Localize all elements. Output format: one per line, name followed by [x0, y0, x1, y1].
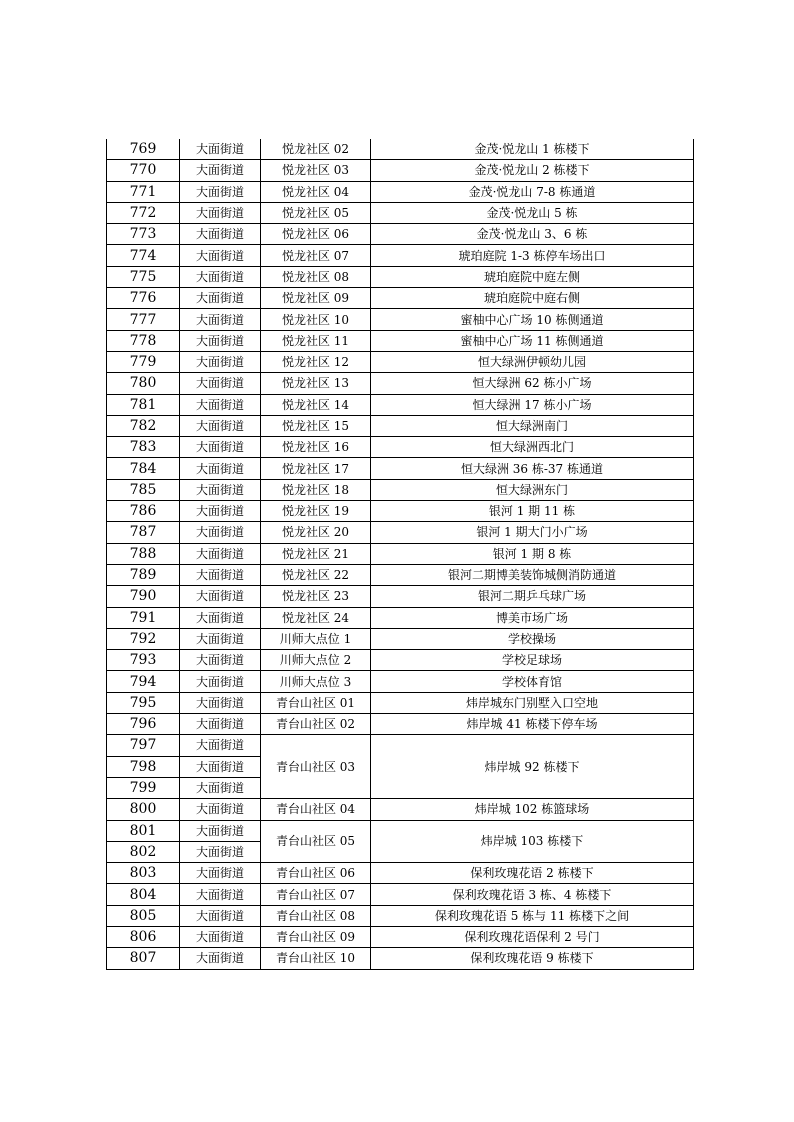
street-cell: 大面街道 — [180, 905, 261, 926]
row-number: 781 — [107, 394, 180, 415]
community-cell: 悦龙社区 04 — [261, 181, 371, 202]
community-cell: 悦龙社区 07 — [261, 245, 371, 266]
community-cell: 青台山社区 01 — [261, 692, 371, 713]
table-row — [107, 160, 694, 181]
community-cell: 悦龙社区 18 — [261, 479, 371, 500]
row-number: 798 — [107, 756, 180, 777]
table-row — [107, 394, 694, 415]
location-cell: 恒大绿洲南门 — [371, 415, 694, 436]
street-cell: 大面街道 — [180, 543, 261, 564]
table-row — [107, 650, 694, 671]
row-number: 785 — [107, 479, 180, 500]
street-cell: 大面街道 — [180, 394, 261, 415]
street-cell: 大面街道 — [180, 245, 261, 266]
location-table — [106, 139, 694, 970]
street-cell: 大面街道 — [180, 777, 261, 798]
community-cell: 悦龙社区 08 — [261, 266, 371, 287]
street-cell: 大面街道 — [180, 650, 261, 671]
street-cell: 大面街道 — [180, 756, 261, 777]
community-cell: 悦龙社区 24 — [261, 607, 371, 628]
row-number: 773 — [107, 224, 180, 245]
community-cell: 青台山社区 06 — [261, 863, 371, 884]
table-row — [107, 820, 694, 841]
row-number: 780 — [107, 373, 180, 394]
community-cell: 青台山社区 02 — [261, 714, 371, 735]
row-number: 784 — [107, 458, 180, 479]
street-cell: 大面街道 — [180, 501, 261, 522]
community-cell: 悦龙社区 09 — [261, 288, 371, 309]
table-body — [107, 139, 694, 969]
table-row — [107, 586, 694, 607]
row-number: 789 — [107, 564, 180, 585]
community-cell: 悦龙社区 13 — [261, 373, 371, 394]
community-cell: 青台山社区 07 — [261, 884, 371, 905]
location-cell: 蜜柚中心广场 11 栋侧通道 — [371, 330, 694, 351]
row-number: 805 — [107, 905, 180, 926]
location-cell: 炜岸城 102 栋篮球场 — [371, 799, 694, 820]
community-cell: 川师大点位 3 — [261, 671, 371, 692]
location-cell: 蜜柚中心广场 10 栋侧通道 — [371, 309, 694, 330]
street-cell: 大面街道 — [180, 266, 261, 287]
row-number: 777 — [107, 309, 180, 330]
row-number: 799 — [107, 777, 180, 798]
location-cell: 恒大绿洲西北门 — [371, 437, 694, 458]
street-cell: 大面街道 — [180, 564, 261, 585]
table-row — [107, 735, 694, 756]
location-cell: 金茂·悦龙山 2 栋楼下 — [371, 160, 694, 181]
row-number: 770 — [107, 160, 180, 181]
table-row — [107, 501, 694, 522]
row-number: 806 — [107, 926, 180, 947]
table-row — [107, 905, 694, 926]
row-number: 800 — [107, 799, 180, 820]
location-cell: 恒大绿洲东门 — [371, 479, 694, 500]
community-cell: 悦龙社区 23 — [261, 586, 371, 607]
row-number: 793 — [107, 650, 180, 671]
community-cell: 悦龙社区 15 — [261, 415, 371, 436]
table-row — [107, 884, 694, 905]
table-row — [107, 266, 694, 287]
table-row — [107, 479, 694, 500]
row-number: 804 — [107, 884, 180, 905]
table-row — [107, 671, 694, 692]
street-cell: 大面街道 — [180, 671, 261, 692]
table-row — [107, 692, 694, 713]
table-row — [107, 799, 694, 820]
street-cell: 大面街道 — [180, 288, 261, 309]
location-cell: 炜岸城 92 栋楼下 — [371, 735, 694, 799]
row-number: 797 — [107, 735, 180, 756]
table-row — [107, 330, 694, 351]
row-number: 769 — [107, 139, 180, 160]
row-number: 792 — [107, 628, 180, 649]
table-row — [107, 437, 694, 458]
street-cell: 大面街道 — [180, 373, 261, 394]
location-cell: 炜岸城东门别墅入口空地 — [371, 692, 694, 713]
community-cell: 青台山社区 05 — [261, 820, 371, 863]
community-cell: 悦龙社区 19 — [261, 501, 371, 522]
location-cell: 保利玫瑰花语 3 栋、4 栋楼下 — [371, 884, 694, 905]
table-row — [107, 714, 694, 735]
location-cell: 学校操场 — [371, 628, 694, 649]
street-cell: 大面街道 — [180, 437, 261, 458]
street-cell: 大面街道 — [180, 224, 261, 245]
row-number: 794 — [107, 671, 180, 692]
row-number: 788 — [107, 543, 180, 564]
table-row — [107, 926, 694, 947]
row-number: 771 — [107, 181, 180, 202]
street-cell: 大面街道 — [180, 884, 261, 905]
location-cell: 金茂·悦龙山 3、6 栋 — [371, 224, 694, 245]
location-cell: 银河 1 期 11 栋 — [371, 501, 694, 522]
location-cell: 银河二期博美装饰城侧消防通道 — [371, 564, 694, 585]
community-cell: 青台山社区 10 — [261, 948, 371, 969]
location-cell: 学校体育馆 — [371, 671, 694, 692]
row-number: 807 — [107, 948, 180, 969]
street-cell: 大面街道 — [180, 522, 261, 543]
community-cell: 悦龙社区 05 — [261, 202, 371, 223]
table-row — [107, 415, 694, 436]
table-row — [107, 224, 694, 245]
street-cell: 大面街道 — [180, 628, 261, 649]
location-cell: 保利玫瑰花语 2 栋楼下 — [371, 863, 694, 884]
row-number: 790 — [107, 586, 180, 607]
table-row — [107, 139, 694, 160]
table-row — [107, 288, 694, 309]
street-cell: 大面街道 — [180, 948, 261, 969]
street-cell: 大面街道 — [180, 863, 261, 884]
location-cell: 琥珀庭院 1-3 栋停车场出口 — [371, 245, 694, 266]
community-cell: 悦龙社区 03 — [261, 160, 371, 181]
table-row — [107, 564, 694, 585]
row-number: 783 — [107, 437, 180, 458]
community-cell: 青台山社区 08 — [261, 905, 371, 926]
community-cell: 悦龙社区 11 — [261, 330, 371, 351]
row-number: 791 — [107, 607, 180, 628]
location-cell: 金茂·悦龙山 1 栋楼下 — [371, 139, 694, 160]
row-number: 787 — [107, 522, 180, 543]
location-cell: 保利玫瑰花语 9 栋楼下 — [371, 948, 694, 969]
location-cell: 银河二期乒乓球广场 — [371, 586, 694, 607]
table-row — [107, 458, 694, 479]
location-cell: 学校足球场 — [371, 650, 694, 671]
location-cell: 恒大绿洲伊顿幼儿园 — [371, 351, 694, 372]
location-cell: 恒大绿洲 36 栋-37 栋通道 — [371, 458, 694, 479]
table-row — [107, 628, 694, 649]
row-number: 775 — [107, 266, 180, 287]
row-number: 774 — [107, 245, 180, 266]
row-number: 802 — [107, 841, 180, 862]
row-number: 778 — [107, 330, 180, 351]
table-row — [107, 351, 694, 372]
community-cell: 悦龙社区 12 — [261, 351, 371, 372]
row-number: 796 — [107, 714, 180, 735]
table-row — [107, 863, 694, 884]
community-cell: 悦龙社区 22 — [261, 564, 371, 585]
location-cell: 恒大绿洲 17 栋小广场 — [371, 394, 694, 415]
table-row — [107, 948, 694, 969]
community-cell: 川师大点位 2 — [261, 650, 371, 671]
street-cell: 大面街道 — [180, 139, 261, 160]
table-row — [107, 522, 694, 543]
community-cell: 青台山社区 03 — [261, 735, 371, 799]
street-cell: 大面街道 — [180, 181, 261, 202]
row-number: 782 — [107, 415, 180, 436]
street-cell: 大面街道 — [180, 820, 261, 841]
table-row — [107, 373, 694, 394]
location-cell: 保利玫瑰花语 5 栋与 11 栋楼下之间 — [371, 905, 694, 926]
row-number: 786 — [107, 501, 180, 522]
street-cell: 大面街道 — [180, 309, 261, 330]
location-cell: 金茂·悦龙山 7-8 栋通道 — [371, 181, 694, 202]
community-cell: 悦龙社区 06 — [261, 224, 371, 245]
street-cell: 大面街道 — [180, 841, 261, 862]
table-row — [107, 181, 694, 202]
street-cell: 大面街道 — [180, 692, 261, 713]
community-cell: 悦龙社区 10 — [261, 309, 371, 330]
row-number: 795 — [107, 692, 180, 713]
community-cell: 青台山社区 09 — [261, 926, 371, 947]
table-row — [107, 607, 694, 628]
street-cell: 大面街道 — [180, 799, 261, 820]
street-cell: 大面街道 — [180, 714, 261, 735]
location-cell: 炜岸城 41 栋楼下停车场 — [371, 714, 694, 735]
location-cell: 金茂·悦龙山 5 栋 — [371, 202, 694, 223]
community-cell: 悦龙社区 02 — [261, 139, 371, 160]
row-number: 772 — [107, 202, 180, 223]
community-cell: 青台山社区 04 — [261, 799, 371, 820]
street-cell: 大面街道 — [180, 735, 261, 756]
street-cell: 大面街道 — [180, 586, 261, 607]
location-cell: 银河 1 期大门小广场 — [371, 522, 694, 543]
street-cell: 大面街道 — [180, 479, 261, 500]
community-cell: 悦龙社区 14 — [261, 394, 371, 415]
street-cell: 大面街道 — [180, 351, 261, 372]
row-number: 803 — [107, 863, 180, 884]
location-cell: 保利玫瑰花语保利 2 号门 — [371, 926, 694, 947]
community-cell: 悦龙社区 16 — [261, 437, 371, 458]
table-row — [107, 543, 694, 564]
street-cell: 大面街道 — [180, 330, 261, 351]
street-cell: 大面街道 — [180, 458, 261, 479]
location-cell: 博美市场广场 — [371, 607, 694, 628]
location-cell: 琥珀庭院中庭左侧 — [371, 266, 694, 287]
street-cell: 大面街道 — [180, 415, 261, 436]
location-cell: 琥珀庭院中庭右侧 — [371, 288, 694, 309]
table-row — [107, 309, 694, 330]
row-number: 776 — [107, 288, 180, 309]
location-cell: 炜岸城 103 栋楼下 — [371, 820, 694, 863]
row-number: 779 — [107, 351, 180, 372]
community-cell: 川师大点位 1 — [261, 628, 371, 649]
street-cell: 大面街道 — [180, 202, 261, 223]
community-cell: 悦龙社区 17 — [261, 458, 371, 479]
table-row — [107, 202, 694, 223]
street-cell: 大面街道 — [180, 926, 261, 947]
community-cell: 悦龙社区 21 — [261, 543, 371, 564]
street-cell: 大面街道 — [180, 607, 261, 628]
row-number: 801 — [107, 820, 180, 841]
street-cell: 大面街道 — [180, 160, 261, 181]
location-cell: 银河 1 期 8 栋 — [371, 543, 694, 564]
community-cell: 悦龙社区 20 — [261, 522, 371, 543]
table-row — [107, 245, 694, 266]
location-cell: 恒大绿洲 62 栋小广场 — [371, 373, 694, 394]
